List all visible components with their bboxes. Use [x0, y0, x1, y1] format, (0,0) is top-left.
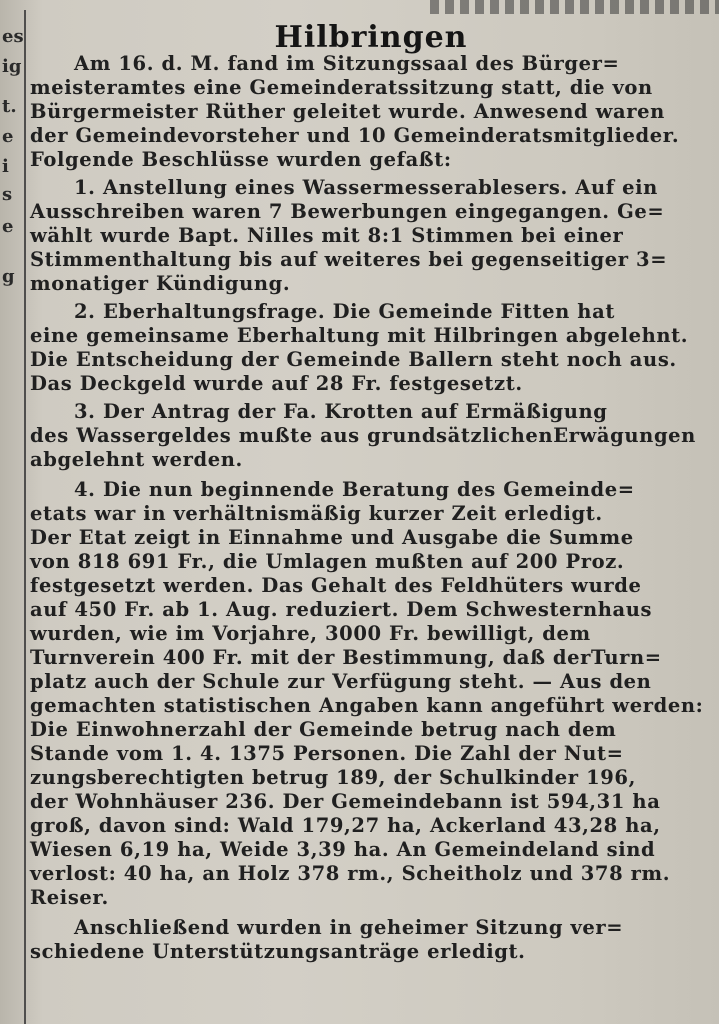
margin-fragment: t. [2, 96, 17, 117]
article-line: 2. Eberhaltungsfrage. Die Gemeinde Fitten hat [74, 300, 615, 323]
article-line: des Wassergeldes mußte aus grundsätzlichenErwägungen [30, 424, 696, 447]
article-line: Bürgermeister Rüther geleitet wurde. Anwesend waren [30, 100, 665, 123]
article-line: meisteramtes eine Gemeinderatssitzung statt, die von [30, 76, 653, 99]
article-line: wählt wurde Bapt. Nilles mit 8:1 Stimmen bei einer [30, 224, 624, 247]
article-line: Stimmenthaltung bis auf weiteres bei gegenseitiger 3= [30, 248, 668, 271]
article-line: platz auch der Schule zur Verfügung steht. — Aus den [30, 670, 652, 693]
article-line: schiedene Unterstützungsanträge erledigt. [30, 940, 526, 963]
article-line: 1. Anstellung eines Wassermesserablesers. Auf ein [74, 176, 658, 199]
article-line: groß, davon sind: Wald 179,27 ha, Ackerland 43,28 ha, [30, 814, 661, 837]
margin-fragment: i [2, 156, 9, 177]
article-line: Reiser. [30, 886, 109, 909]
margin-fragment: es [2, 26, 24, 47]
article-line: gemachten statistischen Angaben kann angeführt werden: [30, 694, 704, 717]
article-line: Die Entscheidung der Gemeinde Ballern steht noch aus. [30, 348, 677, 371]
article-line: etats war in verhältnismäßig kurzer Zeit erledigt. [30, 502, 603, 525]
article-line: festgesetzt werden. Das Gehalt des Feldhüters wurde [30, 574, 642, 597]
article-line: auf 450 Fr. ab 1. Aug. reduziert. Dem Schwesternhaus [30, 598, 653, 621]
previous-article-masthead-fragment [430, 0, 719, 14]
article-line: von 818 691 Fr., die Umlagen mußten auf 200 Proz. [30, 550, 625, 573]
article-line: Anschließend wurden in geheimer Sitzung ver= [74, 916, 624, 939]
article-line: monatiger Kündigung. [30, 272, 291, 295]
article-line: der Gemeindevorsteher und 10 Gemeinderatsmitglieder. [30, 124, 680, 147]
article-line: wurden, wie im Vorjahre, 3000 Fr. bewilligt, dem [30, 622, 591, 645]
article-line: 3. Der Antrag der Fa. Krotten auf Ermäßigung [74, 400, 608, 423]
margin-fragment: e [2, 216, 14, 237]
article-line: verlost: 40 ha, an Holz 378 rm., Scheitholz und 378 rm. [30, 862, 671, 885]
article-line: abgelehnt werden. [30, 448, 243, 471]
article-line: Der Etat zeigt in Einnahme und Ausgabe die Summe [30, 526, 634, 549]
article-line: Turnverein 400 Fr. mit der Bestimmung, daß derTurn= [30, 646, 662, 669]
article-line: Stande vom 1. 4. 1375 Personen. Die Zahl der Nut= [30, 742, 624, 765]
article-line: Folgende Beschlüsse wurden gefaßt: [30, 148, 452, 171]
article-line: 4. Die nun beginnende Beratung des Gemeinde= [74, 478, 635, 501]
article-line: Das Deckgeld wurde auf 28 Fr. festgesetzt. [30, 372, 523, 395]
article-title: Hilbringen [274, 20, 468, 55]
article-line: Ausschreiben waren 7 Bewerbungen eingegangen. Ge= [30, 200, 665, 223]
margin-fragment: ig [2, 56, 22, 77]
article-line: Am 16. d. M. fand im Sitzungssaal des Bürger= [74, 52, 620, 75]
article-line: Wiesen 6,19 ha, Weide 3,39 ha. An Gemeindeland sind [30, 838, 656, 861]
margin-fragment: e [2, 126, 14, 147]
article-line: zungsberechtigten betrug 189, der Schulkinder 196, [30, 766, 636, 789]
margin-fragment: g [2, 266, 15, 287]
margin-fragment: s [2, 184, 13, 205]
article-line: eine gemeinsame Eberhaltung mit Hilbringen abgelehnt. [30, 324, 689, 347]
left-column-fragment [0, 0, 24, 1024]
article-line: Die Einwohnerzahl der Gemeinde betrug nach dem [30, 718, 617, 741]
column-rule [24, 10, 26, 1024]
article-line: der Wohnhäuser 236. Der Gemeindebann ist 594,31 ha [30, 790, 661, 813]
